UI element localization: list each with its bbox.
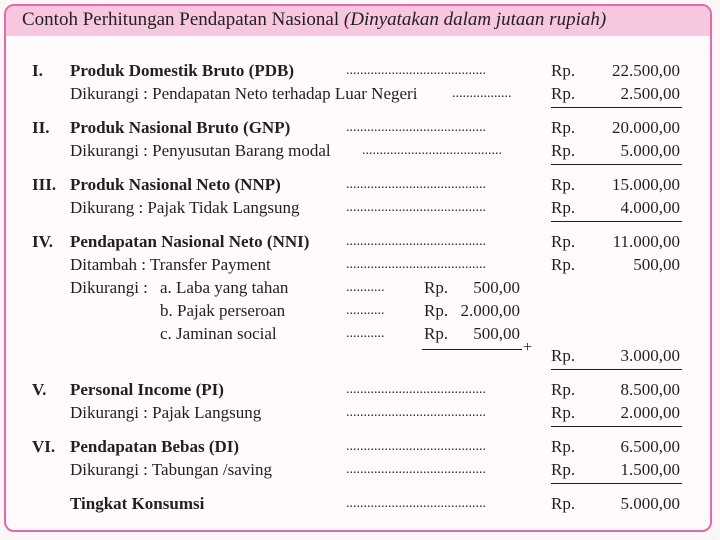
amount-pi: 8.500,00 bbox=[620, 380, 680, 399]
row-label-sub: Dikurangi : Pajak Langsung bbox=[70, 403, 262, 422]
sub-item-amount: 500,00 bbox=[473, 324, 520, 343]
leader-dots: ........... bbox=[346, 280, 385, 295]
currency: Rp. bbox=[551, 118, 576, 137]
title-note: (Dinyatakan dalam jutaan rupiah) bbox=[343, 9, 607, 30]
row-label-sub: Dikurangi : bbox=[70, 278, 148, 297]
leader-dots: ........................................ bbox=[346, 462, 486, 477]
currency: Rp. bbox=[551, 84, 576, 103]
currency: Rp. bbox=[551, 175, 576, 194]
amount-nni: 11.000,00 bbox=[612, 232, 680, 251]
amount-sub-total: 3.000,00 bbox=[620, 346, 680, 365]
currency: Rp. bbox=[551, 232, 576, 251]
sub-currency: Rp. bbox=[424, 278, 449, 297]
currency: Rp. bbox=[551, 141, 576, 160]
sub-item-label: a. Laba yang tahan bbox=[160, 278, 289, 297]
leader-dots: ........................................ bbox=[362, 143, 502, 158]
row-label-gnp: Produk Nasional Bruto (GNP) bbox=[70, 118, 291, 137]
sub-item-label: c. Jaminan social bbox=[160, 324, 277, 343]
sub-item-amount: 2.000,00 bbox=[460, 301, 520, 320]
row-number: I. bbox=[32, 61, 43, 80]
leader-dots: ........................................ bbox=[346, 439, 486, 454]
row-label-sub: Dikurangi : Tabungan /saving bbox=[70, 460, 272, 479]
subtotal-line bbox=[551, 221, 682, 222]
row-label-add: Ditambah : Transfer Payment bbox=[70, 255, 271, 274]
amount-gnp: 20.000,00 bbox=[612, 118, 680, 137]
row-number: IV. bbox=[32, 232, 53, 251]
row-number: III. bbox=[32, 175, 57, 194]
leader-dots: ........................................ bbox=[346, 200, 486, 215]
leader-dots: ................. bbox=[452, 86, 512, 101]
row-label-sub: Dikurang : Pajak Tidak Langsung bbox=[70, 198, 300, 217]
page-title bbox=[22, 9, 606, 31]
subtotal-line bbox=[551, 426, 682, 427]
currency: Rp. bbox=[551, 437, 576, 456]
currency: Rp. bbox=[551, 403, 576, 422]
sub-item-label: b. Pajak perseroan bbox=[160, 301, 286, 320]
row-number: VI. bbox=[32, 437, 56, 456]
currency: Rp. bbox=[551, 198, 576, 217]
sub-currency: Rp. bbox=[424, 301, 449, 320]
row-label-sub: Dikurangi : Pendapatan Neto terhadap Luar Negeri bbox=[70, 84, 418, 103]
leader-dots: ........................................ bbox=[346, 496, 486, 511]
amount-add: 500,00 bbox=[633, 255, 680, 274]
subtotal-line bbox=[551, 164, 682, 165]
subtotal-line bbox=[551, 369, 682, 370]
amount-sub: 5.000,00 bbox=[620, 141, 680, 160]
leader-dots: ........................................ bbox=[346, 234, 486, 249]
amount-nnp: 15.000,00 bbox=[612, 175, 680, 194]
leader-dots: ........... bbox=[346, 303, 385, 318]
leader-dots: ........................................ bbox=[346, 405, 486, 420]
leader-dots: ........................................ bbox=[346, 382, 486, 397]
row-label-pi: Personal Income (PI) bbox=[70, 380, 224, 399]
leader-dots: ........................................ bbox=[346, 63, 486, 78]
currency: Rp. bbox=[551, 255, 576, 274]
row-label-konsumsi: Tingkat Konsumsi bbox=[70, 494, 205, 513]
row-label-nnp: Produk Nasional Neto (NNP) bbox=[70, 175, 281, 194]
row-number: V. bbox=[32, 380, 47, 399]
amount-sub: 4.000,00 bbox=[620, 198, 680, 217]
row-label-di: Pendapatan Bebas (DI) bbox=[70, 437, 240, 456]
leader-dots: ........................................ bbox=[346, 257, 486, 272]
amount-di: 6.500,00 bbox=[620, 437, 680, 456]
leader-dots: ........................................ bbox=[346, 120, 486, 135]
subtotal-line bbox=[551, 483, 682, 484]
sub-item-amount: 500,00 bbox=[473, 278, 520, 297]
amount-pdb: 22.500,00 bbox=[612, 61, 680, 80]
amount-konsumsi: 5.000,00 bbox=[620, 494, 680, 513]
currency: Rp. bbox=[551, 380, 576, 399]
plus-sign: + bbox=[523, 339, 533, 356]
amount-sub: 2.500,00 bbox=[620, 84, 680, 103]
sub-currency: Rp. bbox=[424, 324, 449, 343]
currency: Rp. bbox=[551, 460, 576, 479]
leader-dots: ........... bbox=[346, 326, 385, 341]
row-number: II. bbox=[32, 118, 50, 137]
sum-line bbox=[422, 349, 522, 350]
row-label-nni: Pendapatan Nasional Neto (NNI) bbox=[70, 232, 310, 251]
amount-sub: 2.000,00 bbox=[620, 403, 680, 422]
currency: Rp. bbox=[551, 494, 576, 513]
amount-sub: 1.500,00 bbox=[620, 460, 680, 479]
leader-dots: ........................................ bbox=[346, 177, 486, 192]
row-label-sub: Dikurangi : Penyusutan Barang modal bbox=[70, 141, 331, 160]
currency: Rp. bbox=[551, 61, 576, 80]
subtotal-line bbox=[551, 107, 682, 108]
currency: Rp. bbox=[551, 346, 576, 365]
row-label-pdb: Produk Domestik Bruto (PDB) bbox=[70, 61, 294, 80]
title-main: Contoh Perhitungan Pendapatan Nasional bbox=[22, 9, 340, 30]
